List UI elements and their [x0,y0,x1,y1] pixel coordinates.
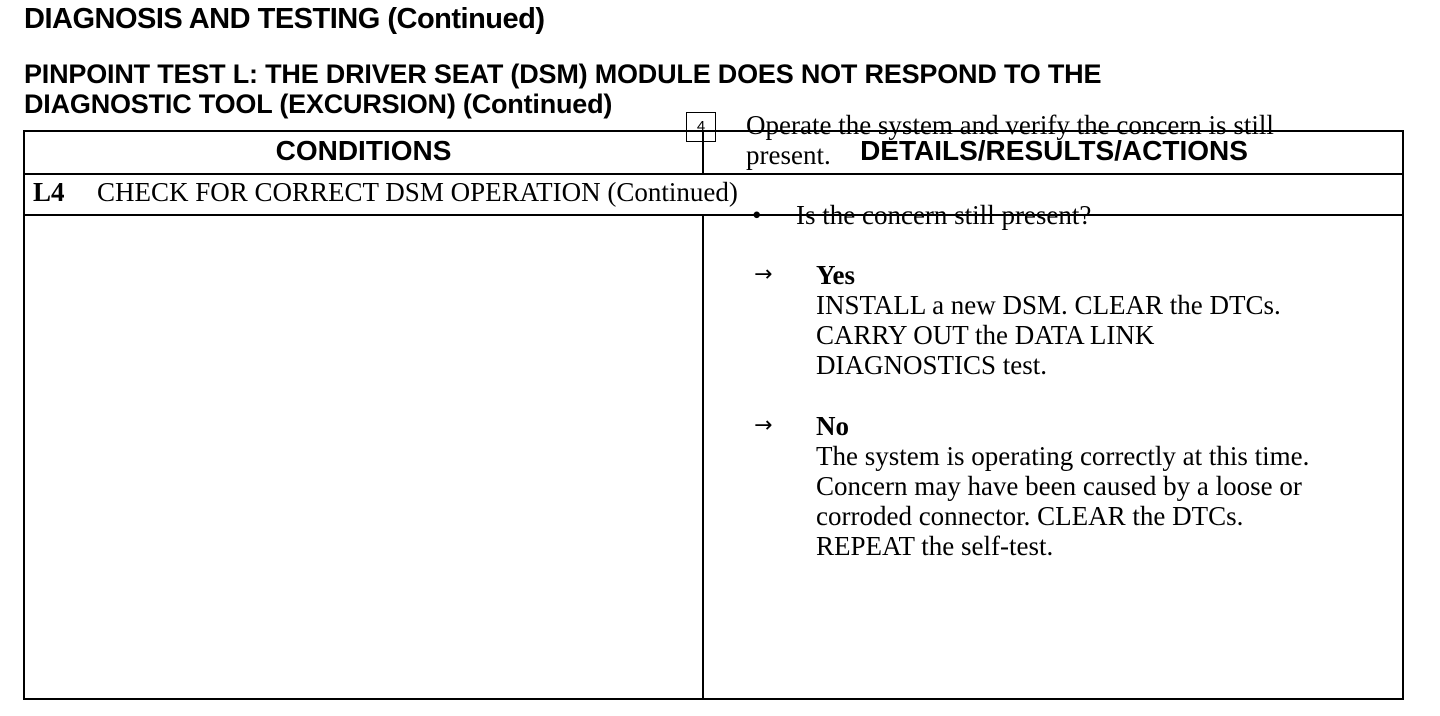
question-text: Is the concern still present? [796,200,1092,230]
step-row-divider [25,214,1402,216]
pinpoint-test-title-line-2: DIAGNOSTIC TOOL (EXCURSION) (Continued) [24,89,613,119]
yes-action-line: INSTALL a new DSM. CLEAR the DTCs. [816,290,1281,320]
yes-action-line: DIAGNOSTICS test. [816,350,1048,380]
step-title-row [33,177,738,208]
substep-instruction: Operate the system and verify the concern is still present. [746,110,1274,170]
step-id: L4 [33,177,65,207]
bullet-icon: • [752,200,762,230]
yes-label: Yes [816,260,855,290]
yes-branch-body [816,260,1376,380]
conditions-column-header: CONDITIONS [275,135,452,166]
arrow-right-icon: → [754,262,773,287]
question-row [752,200,1091,230]
substep-number-box: 4 [686,112,716,142]
step-title: CHECK FOR CORRECT DSM OPERATION (Continued) [97,177,738,207]
no-action-line: REPEAT the self-test. [816,531,1054,561]
pinpoint-test-title-line-1: PINPOINT TEST L: THE DRIVER SEAT (DSM) MODULE DOES NOT RESPOND TO THE [24,59,1102,89]
no-action-line: corroded connector. CLEAR the DTCs. [816,501,1244,531]
no-action-line: The system is operating correctly at this time. [816,441,1310,471]
page-heading: DIAGNOSIS AND TESTING (Continued) [24,3,545,35]
details-column-header: DETAILS/RESULTS/ACTIONS [860,135,1248,166]
yes-action-line: CARRY OUT the DATA LINK [816,320,1155,350]
column-divider-body [702,216,704,698]
no-label: No [816,411,849,441]
no-branch-body [816,411,1376,561]
arrow-right-icon: → [754,413,773,438]
no-action-line: Concern may have been caused by a loose or [816,471,1302,501]
header-row-divider [25,173,1402,175]
